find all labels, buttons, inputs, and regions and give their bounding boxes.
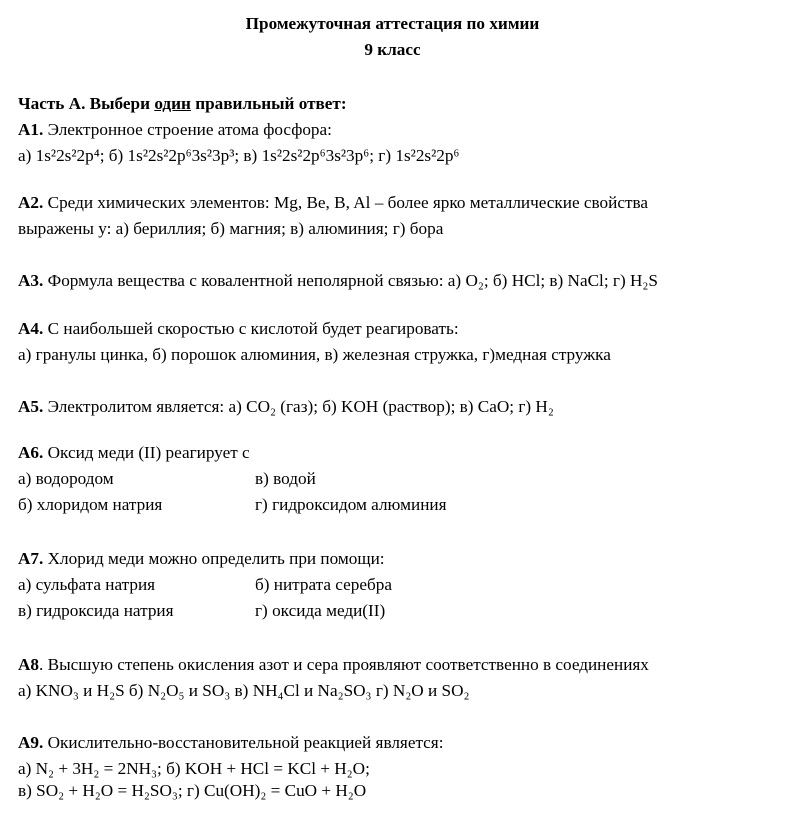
question-a7: А7. Хлорид меди можно определить при помощи: xyxy=(18,549,385,568)
question-a3: А3. Формула вещества с ковалентной неполярной связью: а) O₂; б) HCl; в) NaCl; г) H₂S xyxy=(18,271,658,290)
option-a: а) водородом xyxy=(18,469,114,488)
option-b: б) нитрата серебра xyxy=(255,575,392,594)
question-a4: А4. С наибольшей скоростью с кислотой будет реагировать: xyxy=(18,319,459,338)
question-a9: А9. Окислительно-восстановительной реакцией является: xyxy=(18,733,444,752)
question-a8: А8. Высшую степень окисления азот и сера проявляют соответственно в соединениях xyxy=(18,655,649,674)
question-a9-options-2: в) SO₂ + H₂O = H₂SO₃; г) Cu(OH)₂ = CuO + H₂O xyxy=(18,781,367,800)
option-g: г) оксида меди(II) xyxy=(255,601,386,620)
option-a: а) сульфата натрия xyxy=(18,575,156,594)
question-a2: А2. Среди химических элементов: Mg, Be, B, Al – более ярко металлические свойства xyxy=(18,193,648,212)
question-a5: А5. Электролитом является: а) CO₂ (газ); б) KOH (раствор); в) CaO; г) H₂ xyxy=(18,397,554,416)
question-a9-options-1: а) N₂ + 3H₂ = 2NH₃; б) KOH + HCl = KCl + H₂O; xyxy=(18,759,370,778)
option-v: в) водой xyxy=(255,469,316,488)
question-a8-options: а) KNO₃ и H₂S б) N₂O₅ и SO₃ в) NH₄Cl и Na₂SO₃ г) N₂O и SO₂ xyxy=(18,681,470,700)
question-a1-options: а) 1s²2s²2p⁴; б) 1s²2s²2p⁶3s²3p³; в) 1s²2s²2p⁶3s²3p⁶; г) 1s²2s²2p⁶ xyxy=(18,146,460,165)
option-g: г) гидроксидом алюминия xyxy=(255,495,447,514)
question-a1: А1. Электронное строение атома фосфора: xyxy=(18,120,332,139)
option-b: б) хлоридом натрия xyxy=(18,495,163,514)
grade-label: 9 класс xyxy=(364,40,421,59)
part-a-heading: Часть А. Выбери один правильный ответ: xyxy=(18,94,347,113)
option-v: в) гидроксида натрия xyxy=(18,601,174,620)
page-title: Промежуточная аттестация по химии xyxy=(245,14,540,33)
question-a6: А6. Оксид меди (II) реагирует с xyxy=(18,443,250,462)
question-a2-options: выражены у: а) бериллия; б) магния; в) алюминия; г) бора xyxy=(18,219,444,238)
question-a6-options-row1 xyxy=(18,469,114,489)
question-a4-options: а) гранулы цинка, б) порошок алюминия, в) железная стружка, г)медная стружка xyxy=(18,345,611,364)
